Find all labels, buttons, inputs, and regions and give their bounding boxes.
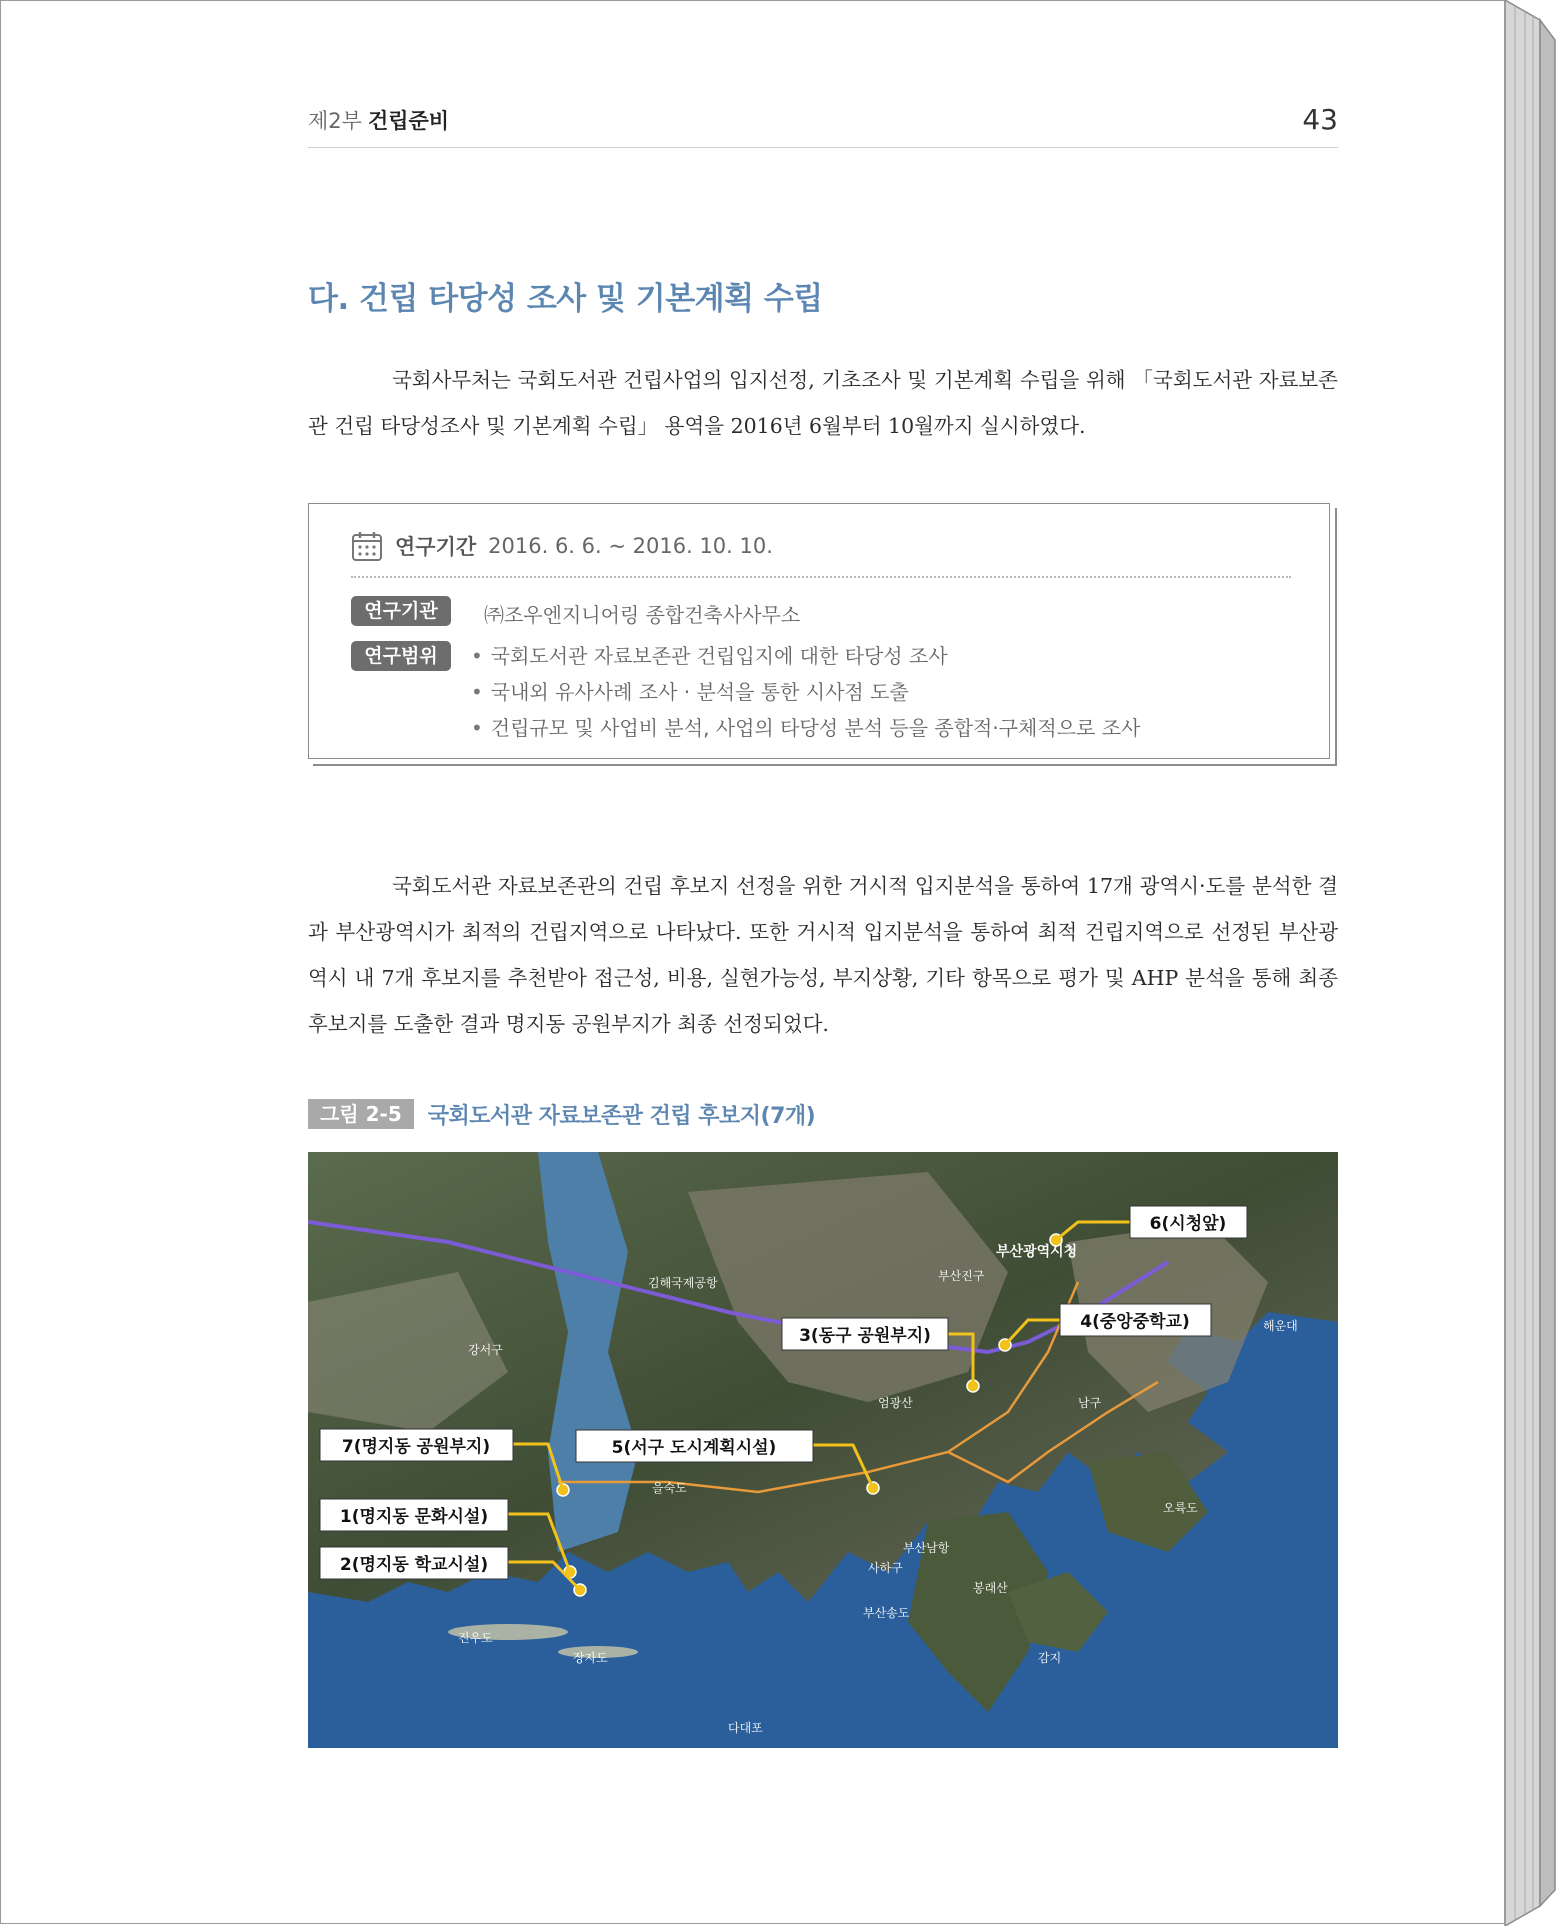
place-busanjin: 부산진구 <box>938 1269 985 1283</box>
place-busannam: 부산남항 <box>903 1541 950 1555</box>
institution-value: ㈜조우엔지니어링 종합건축사사무소 <box>484 603 801 627</box>
scope-item: • 국회도서관 자료보존관 건립입지에 대한 타당성 조사 <box>471 638 1140 674</box>
header-part: 제2부 건립준비 <box>308 109 450 133</box>
candidate-label-7 <box>320 1429 513 1461</box>
place-songdo: 부산송도 <box>863 1606 910 1620</box>
candidate-label-5 <box>576 1430 813 1462</box>
place-bongnaesan: 봉래산 <box>973 1581 1008 1595</box>
paragraph-analysis: 국회도서관 자료보존관의 건립 후보지 선정을 위한 거시적 입지분석을 통하여 17개 광역시·도를 분석한 결과 부산광역시가 최적의 건립지역으로 나타났다. 또한 거시적 입지분석을 통하여 최적 건립지역으로 선정된 부산광역시 내 7개 후보지를 추천받아 접근성, 비용, 실현가능성, 부지상황, 기타 항목으로 평가 및 AHP 분석을 통해 최종 후보지를 도출한 결과 명지동 공원부지가 최종 선정되었다. <box>308 874 1338 1036</box>
svg-text:6(시청앞): 6(시청앞) <box>1149 1214 1227 1234</box>
svg-text:7(명지동 공원부지): 7(명지동 공원부지) <box>341 1437 491 1457</box>
candidate-label-2 <box>320 1547 508 1579</box>
candidate-label-4 <box>1060 1304 1211 1336</box>
institution-badge: 연구기관 <box>351 596 451 626</box>
place-haeundae: 해운대 <box>1263 1319 1298 1333</box>
header-chapter: 건립준비 <box>367 109 450 133</box>
svg-text:4(중앙중학교): 4(중앙중학교) <box>1080 1312 1190 1332</box>
svg-text:5(서구 도시계획시설): 5(서구 도시계획시설) <box>611 1438 777 1458</box>
place-nam-gu: 남구 <box>1078 1396 1102 1410</box>
paragraph-intro: 국회사무처는 국회도서관 건립사업의 입지선정, 기초조사 및 기본계획 수립을 위해 「국회도서관 자료보존관 건립 타당성조사 및 기본계획 수립」 용역을 2016년 6월부터 10월까지 실시하였다. <box>308 368 1338 438</box>
candidate-label-3 <box>782 1318 948 1350</box>
place-busan-city-hall: 부산광역시청 <box>996 1244 1078 1260</box>
candidate-label-1 <box>320 1499 508 1531</box>
research-info-box <box>308 503 1330 759</box>
page-header <box>308 101 1338 148</box>
figure-title: 국회도서관 자료보존관 건립 후보지(7개) <box>427 1103 816 1129</box>
period-value: 2016. 6. 6. ~ 2016. 10. 10. <box>488 534 773 558</box>
page-number: 43 <box>1302 103 1338 136</box>
candidate-site-map <box>308 1152 1338 1748</box>
place-jinudo: 진우도 <box>458 1631 493 1645</box>
svg-text:3(동구 공원부지): 3(동구 공원부지) <box>799 1326 931 1346</box>
place-gamji: 감지 <box>1038 1651 1062 1665</box>
place-saha: 사하구 <box>868 1561 903 1575</box>
section-title: 다. 건립 타당성 조사 및 기본계획 수립 <box>308 281 823 317</box>
period-row <box>351 526 773 566</box>
svg-text:1(명지동 문화시설): 1(명지동 문화시설) <box>339 1507 489 1527</box>
scope-list <box>471 638 1140 746</box>
candidate-label-6 <box>1130 1206 1247 1238</box>
period-label: 연구기간 <box>395 535 477 559</box>
book-spine-edge <box>1500 0 1560 1926</box>
scope-badge: 연구범위 <box>351 641 451 671</box>
place-eulsukdo: 을숙도 <box>652 1481 687 1495</box>
place-jangjado: 장자도 <box>573 1651 608 1665</box>
svg-text:2(명지동 학교시설): 2(명지동 학교시설) <box>339 1555 489 1575</box>
place-gangseo: 강서구 <box>468 1343 503 1357</box>
place-orukdo: 오륙도 <box>1163 1501 1198 1515</box>
dotted-divider <box>351 576 1291 578</box>
place-airport: 김해국제공항 <box>648 1276 718 1290</box>
place-dadaepo: 다대포 <box>728 1721 763 1735</box>
calendar-icon <box>351 530 383 562</box>
figure-caption <box>308 1098 815 1130</box>
figure-tag: 그림 2-5 <box>308 1099 414 1129</box>
place-yeonggwan: 엄광산 <box>878 1396 913 1410</box>
scope-item: • 건립규모 및 사업비 분석, 사업의 타당성 분석 등을 종합적·구체적으로 조사 <box>471 710 1140 746</box>
scope-item: • 국내외 유사사례 조사 · 분석을 통한 시사점 도출 <box>471 674 1140 710</box>
